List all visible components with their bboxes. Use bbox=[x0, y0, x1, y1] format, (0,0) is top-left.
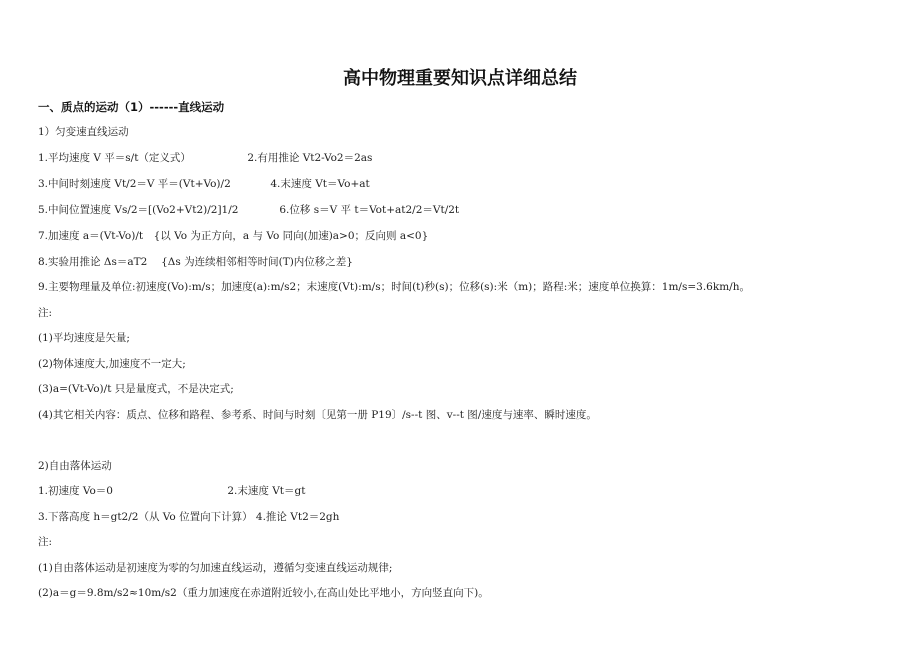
formula-midtime-velocity: 3.中间时刻速度 Vt/2＝V 平＝(Vt+Vo)/2 bbox=[38, 178, 231, 190]
formula-displacement: 6.位移 s＝V 平 t＝Vot+at2/2＝Vt/2t bbox=[279, 204, 460, 216]
note-item: (4)其它相关内容：质点、位移和路程、参考系、时间与时刻〔见第一册 P19〕/s--t 图、v--t 图/速度与速率、瞬时速度。 bbox=[38, 409, 597, 421]
note-label: 注: bbox=[38, 536, 53, 548]
note-item: (2)a＝g＝9.8m/s2≈10m/s2（重力加速度在赤道附近较小,在高山处比平地小，方向竖直向下)。 bbox=[38, 587, 489, 599]
subsection-heading-free-fall: 2)自由落体运动 bbox=[38, 460, 112, 472]
note-label: 注: bbox=[38, 307, 53, 319]
note-item: (1)自由落体运动是初速度为零的匀加速直线运动，遵循匀变速直线运动规律; bbox=[38, 562, 393, 574]
formula-initial-velocity: 1.初速度 Vo＝0 bbox=[38, 485, 113, 497]
document-title: 高中物理重要知识点详细总结 bbox=[343, 68, 577, 89]
formula-experimental-corollary: 8.实验用推论 Δs＝aT2 {Δs 为连续相邻相等时间(T)内位移之差} bbox=[38, 256, 353, 268]
note-item: (3)a=(Vt-Vo)/t 只是量度式，不是决定式; bbox=[38, 383, 234, 395]
note-item: (2)物体速度大,加速度不一定大; bbox=[38, 358, 186, 370]
section-heading-linear-motion: 一、质点的运动（1）------直线运动 bbox=[38, 100, 225, 114]
formula-useful-corollary: 2.有用推论 Vt2-Vo2＝2as bbox=[247, 152, 373, 164]
formula-average-velocity: 1.平均速度 V 平＝s/t（定义式） bbox=[38, 152, 191, 164]
formula-row-3 bbox=[38, 203, 459, 217]
formula-final-velocity-gt: 2.末速度 Vt＝gt bbox=[227, 485, 306, 497]
formula-row-1 bbox=[38, 151, 372, 165]
note-item: (1)平均速度是矢量; bbox=[38, 332, 130, 344]
formula-fall-height: 3.下落高度 h＝gt2/2（从 Vo 位置向下计算） 4.推论 Vt2＝2gh bbox=[38, 511, 340, 523]
formula-final-velocity: 4.末速度 Vt＝Vo+at bbox=[270, 178, 370, 190]
formula-row-2 bbox=[38, 177, 370, 191]
freefall-row-1 bbox=[38, 484, 305, 498]
subsection-heading-uniform-acceleration: 1）匀变速直线运动 bbox=[38, 126, 129, 138]
formula-midposition-velocity: 5.中间位置速度 Vs/2＝[(Vo2+Vt2)/2]1/2 bbox=[38, 204, 239, 216]
formula-units: 9.主要物理量及单位:初速度(Vo):m/s；加速度(a):m/s2；末速度(Vt):m/s；时间(t)秒(s)；位移(s):米（m)；路程:米；速度单位换算：1m/s=3.6km/h。 bbox=[38, 281, 750, 293]
formula-acceleration: 7.加速度 a＝(Vt-Vo)/t {以 Vo 为正方向，a 与 Vo 同向(加速)a>0；反向则 a<0} bbox=[38, 230, 429, 242]
